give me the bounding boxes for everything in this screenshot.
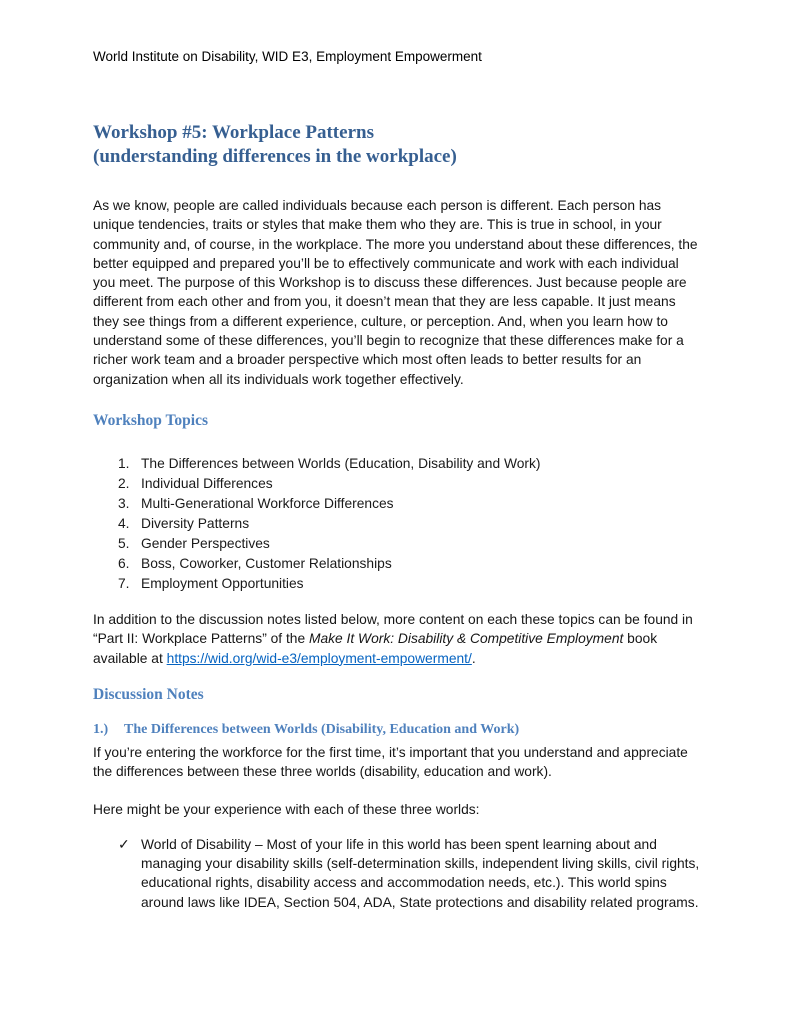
list-item-label: Individual Differences [141, 475, 273, 491]
page-title [93, 121, 701, 168]
list-item-number: 2. [118, 475, 130, 491]
bullet-item-world-of-disability [93, 835, 701, 912]
employment-empowerment-link[interactable]: https://wid.org/wid-e3/employment-empowerment/ [166, 650, 472, 666]
list-item-label: The Differences between Worlds (Education, Disability and Work) [141, 455, 541, 471]
additional-content-text: In addition to the discussion notes listed below, more content on each these topics can be found in “Part II: Workplace Patterns” of the [93, 611, 693, 647]
section-1-paragraph-2: Here might be your experience with each of these three worlds: [93, 802, 480, 818]
list-item [93, 574, 701, 594]
additional-content-text-mid: book available at [93, 631, 658, 666]
list-item [93, 494, 701, 514]
additional-content-text-end: . [471, 650, 476, 666]
workshop-topics-heading: Workshop Topics [93, 411, 209, 429]
workshop-topics-list [93, 454, 701, 594]
list-item [93, 514, 701, 534]
list-item-number: 6. [118, 555, 130, 571]
bullet-item-text: World of Disability – Most of your life in this world has been spent learning about and managing your disability skills (self-determination skills, independent living skills, civil rights, educational rights, disability access and accommodation needs, etc.). This world spins around laws like IDEA, Section 504, ADA, State protections and disability related programs. [141, 836, 700, 910]
list-item-label: Diversity Patterns [141, 515, 250, 531]
discussion-notes-heading: Discussion Notes [93, 685, 204, 703]
list-item-number: 5. [118, 535, 130, 551]
list-item [93, 534, 701, 554]
intro-paragraph: As we know, people are called individuals because each person is different. Each person has unique tendencies, traits or styles that make them who they are. This is true in school, in your community and, of course, in the workplace. The more you understand about these differences, the better equipped and prepared you’ll be to effectively communicate and work with each individual you meet. The purpose of this Workshop is to discuss these differences. Just because people are different from each other and from you, it doesn’t mean that they are less capable. It just means they see things from a different experience, culture, or perception. And, when you learn how to understand some of these differences, you’ll begin to recognize that these differences make for a richer work team and a broader perspective which most often leads to better results for an organization when all its individuals work together effectively. [93, 198, 698, 387]
section-1-number: 1.) [93, 721, 109, 737]
book-title: Make It Work: Disability & Competitive Employment [308, 631, 624, 647]
list-item-label: Gender Perspectives [141, 535, 270, 551]
list-item [93, 454, 701, 474]
list-item-number: 1. [118, 455, 130, 471]
section-1-heading [93, 721, 701, 738]
list-item-label: Multi-Generational Workforce Differences [141, 495, 394, 511]
additional-content-paragraph [93, 610, 701, 668]
document-header: World Institute on Disability, WID E3, Employment Empowerment [93, 49, 482, 64]
checkmark-icon: ✓ [118, 836, 130, 852]
list-item [93, 554, 701, 574]
list-item-number: 4. [118, 515, 130, 531]
list-item [93, 474, 701, 494]
list-item-label: Employment Opportunities [141, 575, 304, 591]
page-title-line1: Workshop #5: Workplace Patterns [93, 122, 374, 143]
list-item-number: 7. [118, 575, 130, 591]
page-title-line2: (understanding differences in the workplace) [93, 145, 457, 167]
section-1-paragraph: If you’re entering the workforce for the first time, it’s important that you understand and appreciate the differences between these three worlds (disability, education and work). [93, 744, 688, 780]
section-1-title: The Differences between Worlds (Disability, Education and Work) [124, 721, 520, 737]
list-item-label: Boss, Coworker, Customer Relationships [141, 555, 392, 571]
list-item-number: 3. [118, 495, 130, 511]
